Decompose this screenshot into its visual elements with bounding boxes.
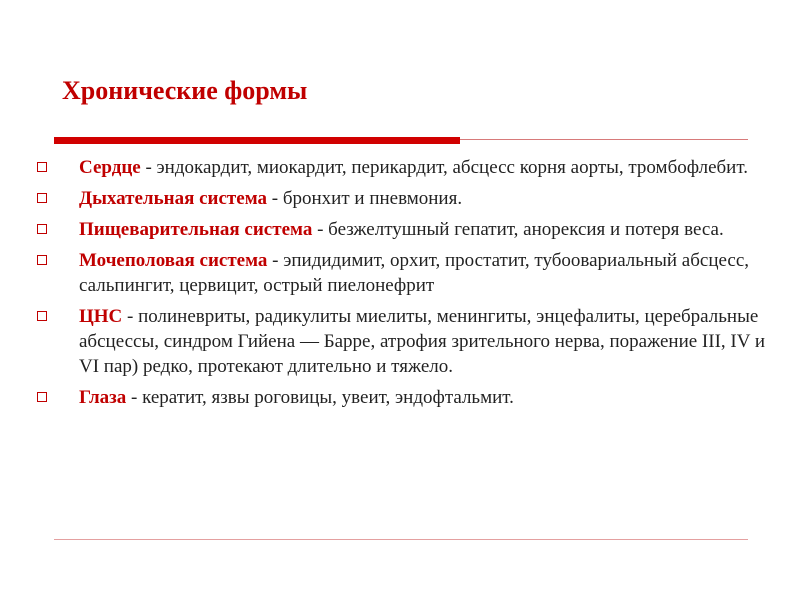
item-term: Дыхательная система <box>79 188 268 209</box>
bullet-list <box>37 155 787 416</box>
title-accent-bar <box>54 137 460 144</box>
square-bullet-icon <box>37 311 47 321</box>
square-bullet-icon <box>37 162 47 172</box>
list-item-genitourinary <box>37 248 787 298</box>
square-bullet-icon <box>37 255 47 265</box>
square-bullet-icon <box>37 224 47 234</box>
item-text: - полиневриты, радикулиты миелиты, менингиты, энцефалиты, церебральные абсцессы, синдром Гийена — Барре, атрофия зрительного нерва, поражение III, IV и VI пар) редко, протекают длительно и тяжело. <box>79 306 766 377</box>
item-text: - бронхит и пневмония. <box>267 188 463 209</box>
footer-rule <box>54 539 748 540</box>
list-item-respiratory <box>37 186 787 211</box>
list-item-eyes <box>37 385 787 410</box>
item-term: Пищеварительная система <box>79 219 313 240</box>
item-term: ЦНС <box>79 306 123 327</box>
item-text: - кератит, язвы роговицы, увеит, эндофтальмит. <box>126 387 514 408</box>
list-item-digestive <box>37 217 787 242</box>
list-item-cns <box>37 304 787 379</box>
square-bullet-icon <box>37 392 47 402</box>
item-term: Мочеполовая система <box>79 250 268 271</box>
item-text: - безжелтушный гепатит, анорексия и потеря веса. <box>312 219 724 240</box>
item-text: - эндокардит, миокардит, перикардит, абсцесс корня аорты, тромбофлебит. <box>140 157 748 178</box>
square-bullet-icon <box>37 193 47 203</box>
item-text: - эпидидимит, орхит, простатит, тубоовариальный абсцесс, сальпингит, цервицит, острый пиелонефрит <box>79 250 750 296</box>
slide-title: Хронические формы <box>62 76 308 105</box>
item-term: Сердце <box>79 157 141 178</box>
list-item-heart <box>37 155 787 180</box>
item-term: Глаза <box>79 387 127 408</box>
